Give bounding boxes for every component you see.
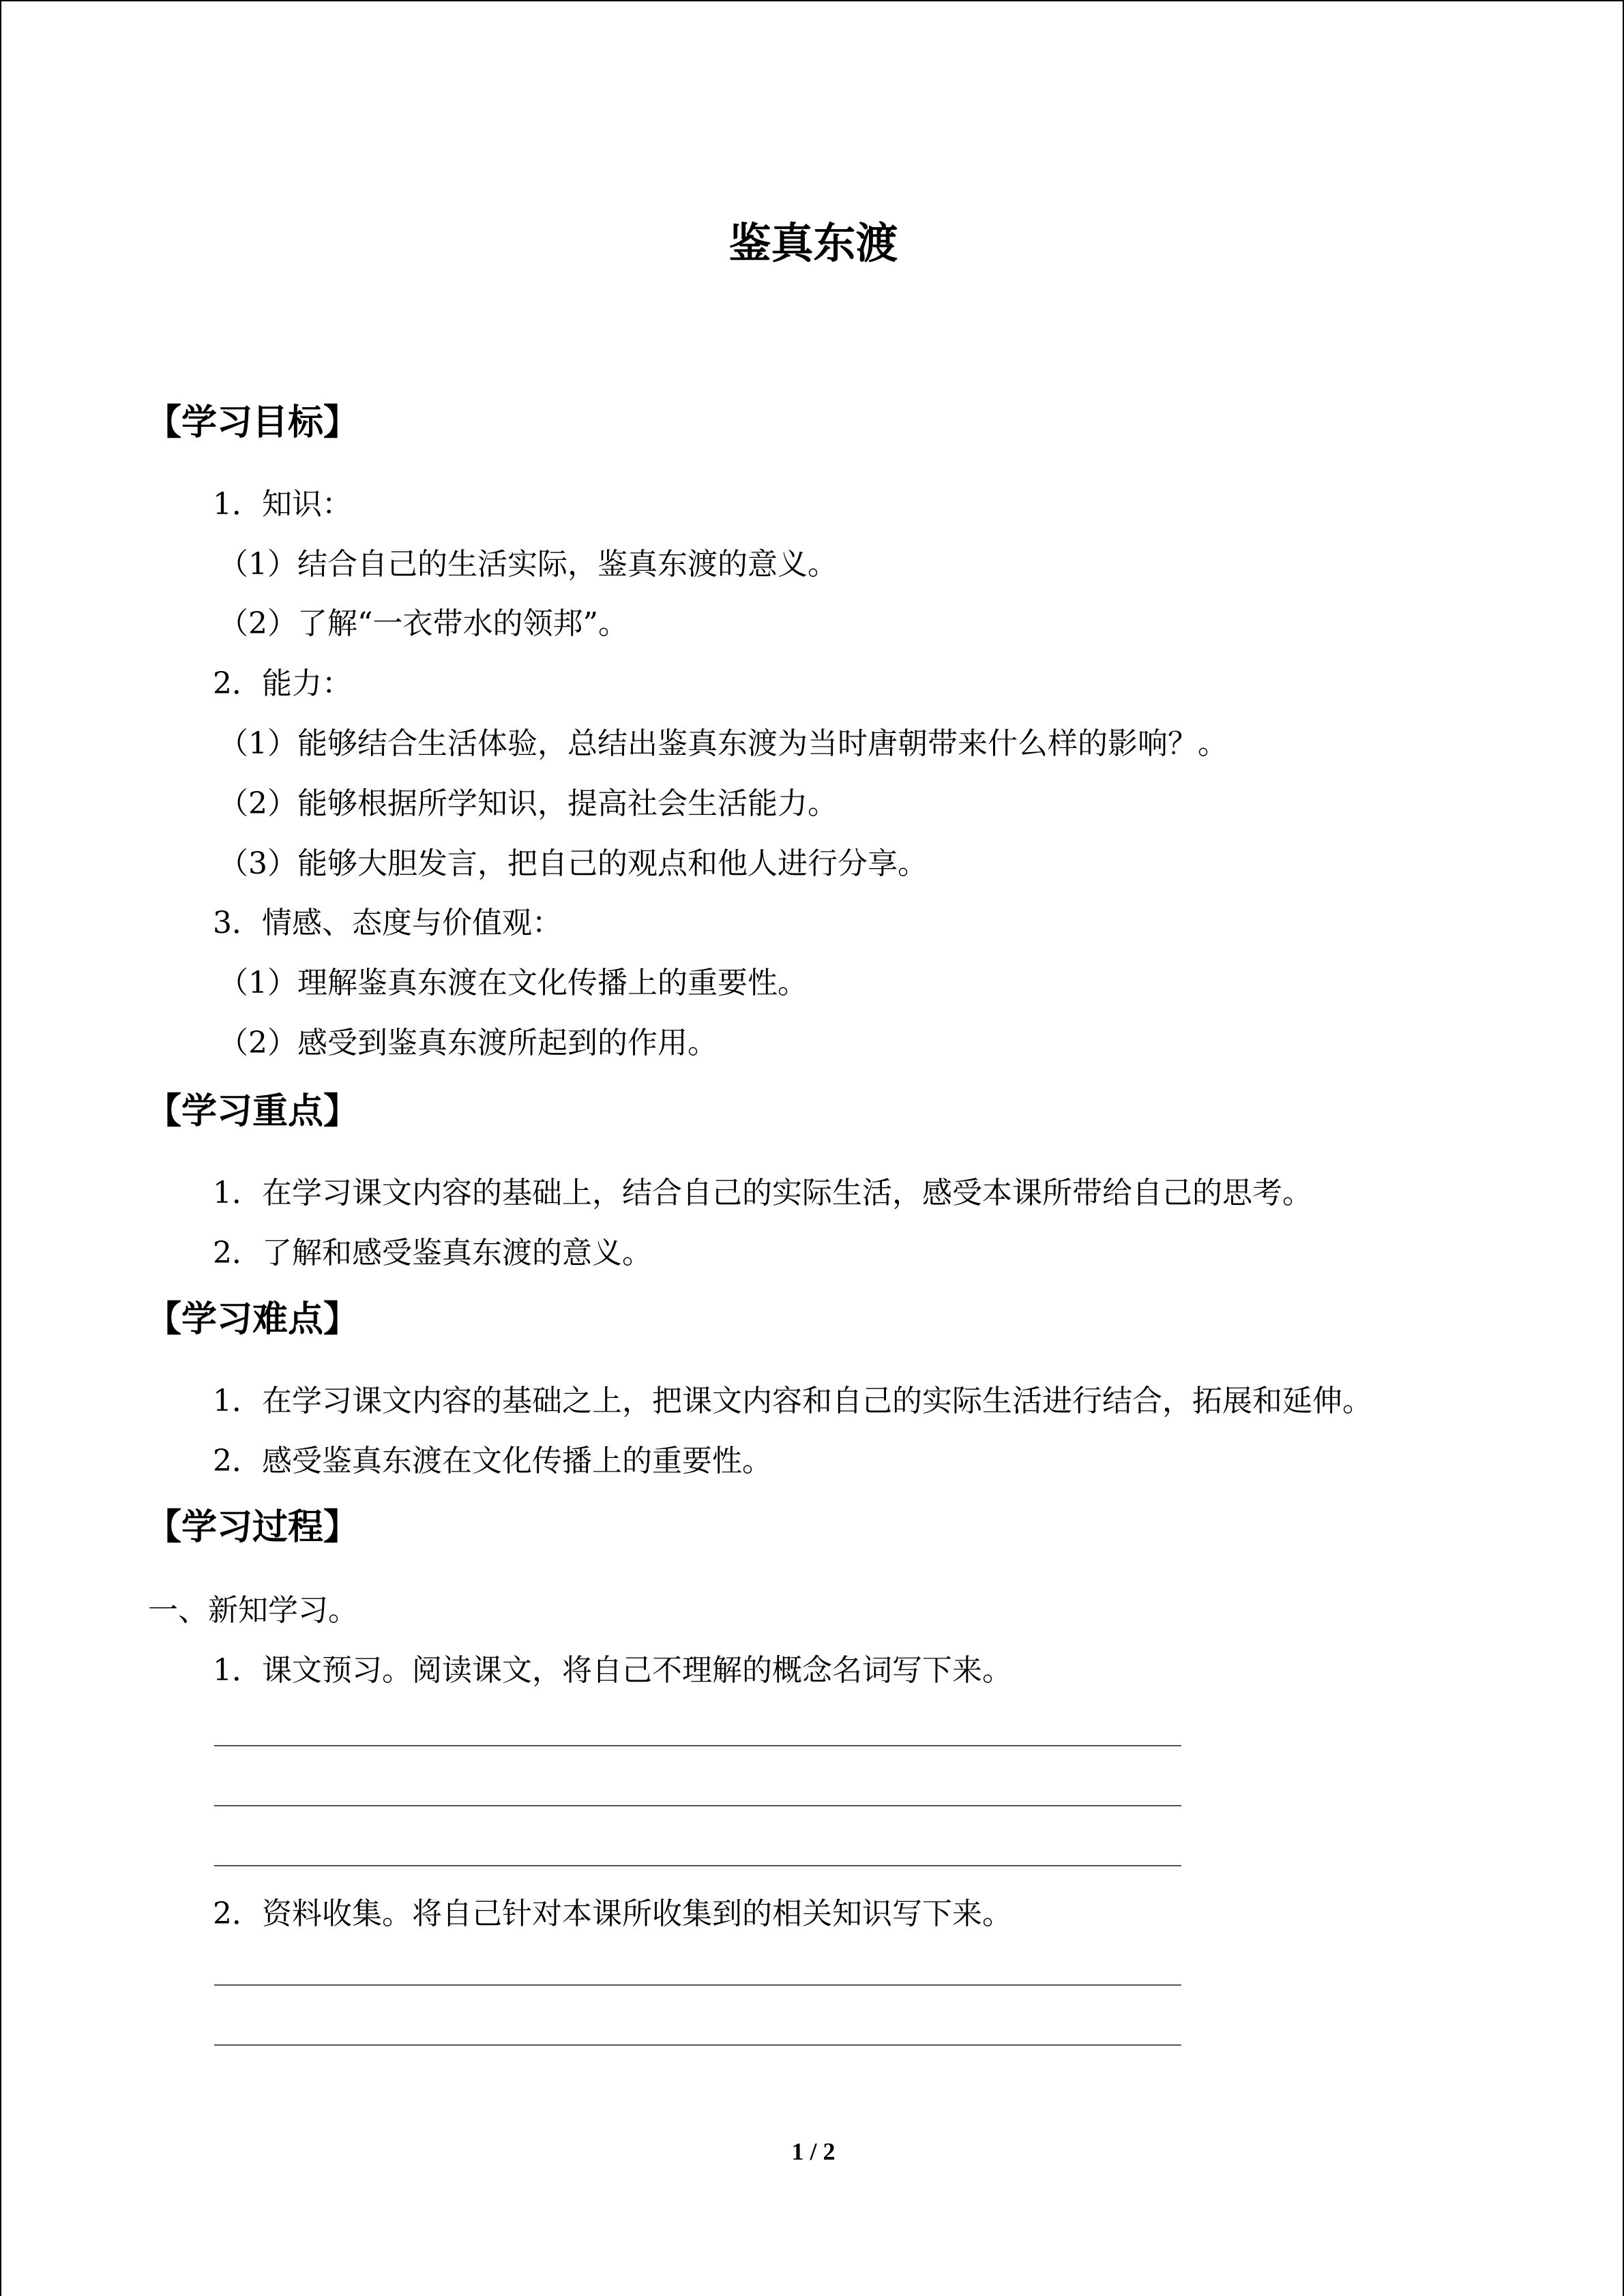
goal-line: （1）结合自己的生活实际，鉴真东渡的意义。 [218,547,838,582]
goal-line: 3．情感、态度与价值观： [213,906,562,940]
answer-line[interactable] [214,2044,1181,2046]
answer-line[interactable] [214,1805,1181,1806]
task-prompt: 2．资料收集。将自己针对本课所收集到的相关知识写下来。 [213,1896,1012,1931]
answer-line[interactable] [214,1984,1181,1986]
key-point-line: 2．了解和感受鉴真东渡的意义。 [213,1236,652,1270]
section-heading-goals: 【学习目标】 [146,402,359,443]
process-part-heading: 一、新知学习。 [148,1593,358,1628]
section-heading-difficulties: 【学习难点】 [146,1299,359,1340]
goal-line: 2．能力： [213,666,352,701]
answer-line[interactable] [214,1745,1181,1746]
page-title: 鉴真东渡 [728,218,898,268]
difficulty-line: 1．在学习课文内容的基础之上，把课文内容和自己的实际生活进行结合，拓展和延伸。 [213,1384,1372,1418]
goal-line: （1）能够结合生活体验，总结出鉴真东渡为当时唐朝带来什么样的影响？。 [218,726,1228,761]
goal-line: （2）感受到鉴真东渡所起到的作用。 [218,1026,718,1060]
page-number: 1 / 2 [791,2138,836,2165]
section-heading-key-points: 【学习重点】 [146,1091,359,1132]
goal-line: 1．知识： [213,487,352,522]
goal-line: （3）能够大胆发言，把自己的观点和他人进行分享。 [218,846,928,881]
key-point-line: 1．在学习课文内容的基础上，结合自己的实际生活，感受本课所带给自己的思考。 [213,1176,1312,1210]
task-prompt: 1．课文预习。阅读课文，将自己不理解的概念名词写下来。 [213,1653,1012,1688]
answer-line[interactable] [214,1865,1181,1866]
goal-line: （2）了解“一衣带水的领邦”。 [218,606,628,641]
goal-line: （2）能够根据所学知识，提高社会生活能力。 [218,786,838,821]
goal-line: （1）理解鉴真东渡在文化传播上的重要性。 [218,966,808,1000]
difficulty-line: 2．感受鉴真东渡在文化传播上的重要性。 [213,1444,772,1478]
section-heading-process: 【学习过程】 [146,1507,359,1548]
